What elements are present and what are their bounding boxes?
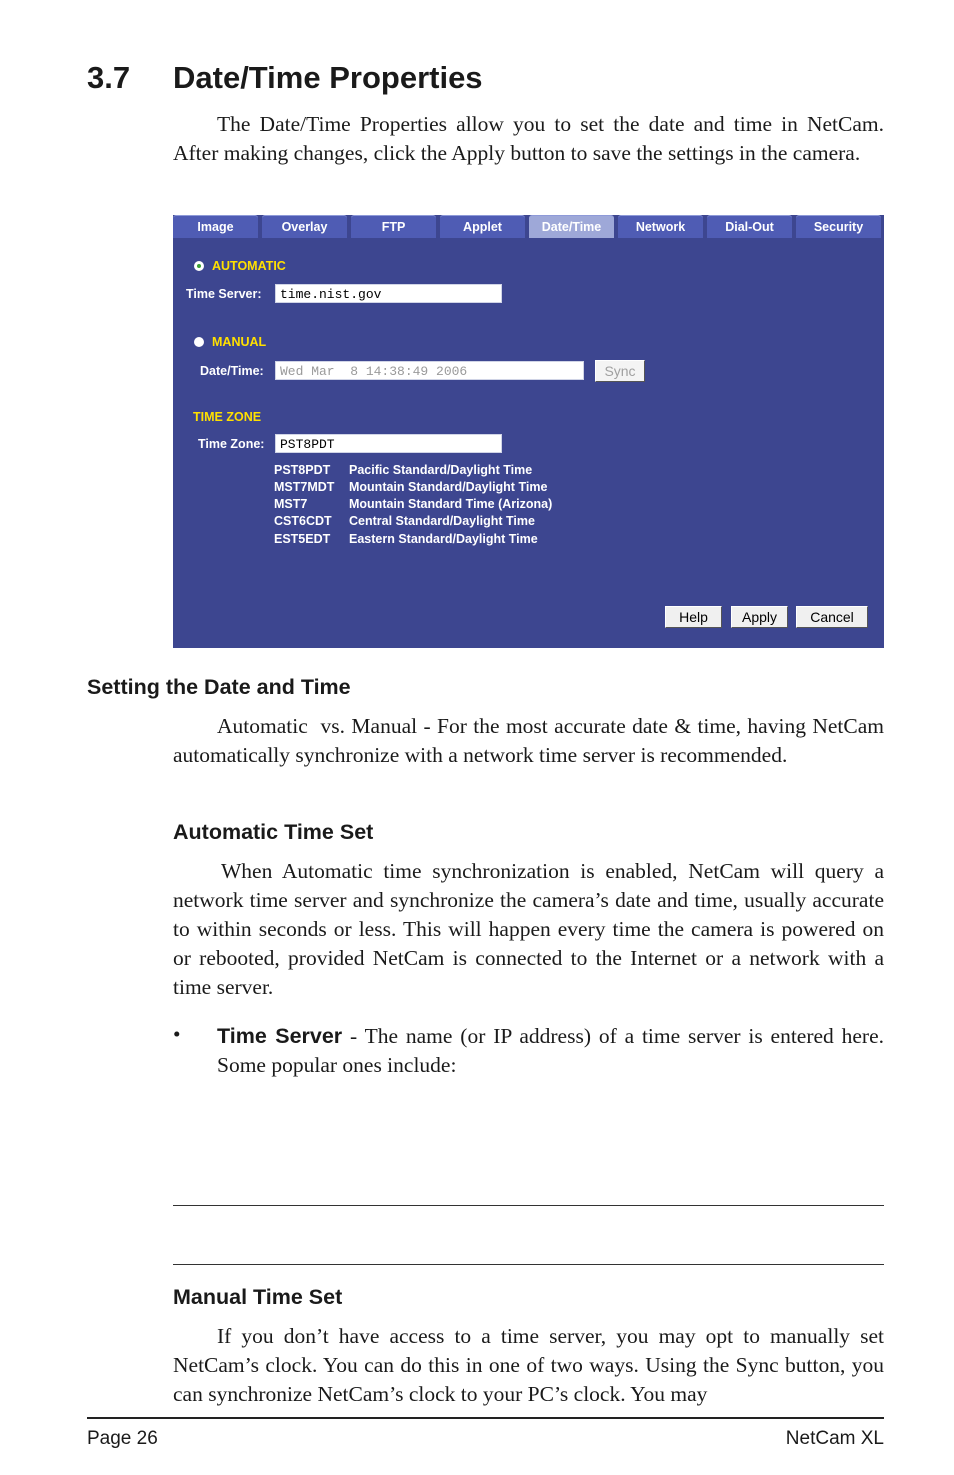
manual-label: MANUAL xyxy=(212,335,267,349)
time-server-input[interactable]: time.nist.gov xyxy=(275,284,502,303)
tab-overlay[interactable]: Overlay xyxy=(262,215,347,238)
datetime-input[interactable]: Wed Mar 8 14:38:49 2006 xyxy=(275,361,584,380)
manual-time-set-paragraph: If you don’t have access to a time server, you may opt to manually set NetCam’s clock. You can do this in one of two ways. Using the Sync button, you can synchronize NetCam’s clock to your PC’s clock. You may xyxy=(173,1324,884,1406)
timezone-label: Time Zone: xyxy=(198,437,265,451)
time-server-label: Time Server: xyxy=(186,287,262,301)
zone-code: MST7 xyxy=(274,497,308,511)
automatic-time-set-heading: Automatic Time Set xyxy=(173,820,374,844)
bullet-term: Time Server xyxy=(217,1024,343,1048)
automatic-label: AUTOMATIC xyxy=(212,259,286,273)
setting-date-time-paragraph: Automatic vs. Manual - For the most accurate date & time, having NetCam automatically synchronize with a network time server is recommended. xyxy=(173,714,890,767)
time-server-bullet xyxy=(217,1022,884,1080)
tab-dial-out[interactable]: Dial-Out xyxy=(707,215,792,238)
tab-ftp[interactable]: FTP xyxy=(351,215,436,238)
manual-time-set-heading: Manual Time Set xyxy=(173,1285,343,1309)
apply-button[interactable]: Apply xyxy=(731,606,788,628)
divider xyxy=(173,1205,884,1206)
automatic-time-set-paragraph: When Automatic time synchronization is enabled, NetCam will query a network time server and synchronize the camera’s date and time, usually accurate to within seconds or less. This will happen every time the camera is powered on or rebooted, provided NetCam is connected to the Internet or a network with a time server. xyxy=(173,859,884,999)
tab-image[interactable]: Image xyxy=(173,215,258,238)
setting-date-time-heading: Setting the Date and Time xyxy=(87,675,351,699)
bullet-symbol: • xyxy=(173,1022,181,1046)
footer-rule xyxy=(87,1417,884,1419)
datetime-label: Date/Time: xyxy=(200,364,264,378)
zone-code: EST5EDT xyxy=(274,532,331,546)
cancel-button[interactable]: Cancel xyxy=(796,606,868,628)
divider xyxy=(173,1264,884,1265)
page-number: Page 26 xyxy=(87,1428,158,1449)
bullet-text: - The name (or IP address) of a time server is entered here. Some popular ones include: xyxy=(217,1024,884,1077)
help-button[interactable]: Help xyxy=(665,606,722,628)
zone-name: Central Standard/Daylight Time xyxy=(349,514,535,528)
tab-security[interactable]: Security xyxy=(796,215,881,238)
netcam-settings-screenshot xyxy=(173,215,884,648)
zone-name: Mountain Standard Time (Arizona) xyxy=(349,497,553,511)
zone-code: MST7MDT xyxy=(274,480,335,494)
section-heading xyxy=(87,60,483,96)
automatic-radio[interactable] xyxy=(194,261,204,271)
zone-code: PST8PDT xyxy=(274,463,331,477)
zone-name: Mountain Standard/Daylight Time xyxy=(349,480,548,494)
sync-button[interactable]: Sync xyxy=(595,360,645,382)
tab-date-time[interactable]: Date/Time xyxy=(529,215,614,238)
timezone-input[interactable]: PST8PDT xyxy=(275,434,502,453)
zone-code: CST6CDT xyxy=(274,514,332,528)
zone-name: Pacific Standard/Daylight Time xyxy=(349,463,533,477)
section-number: 3.7 xyxy=(87,60,131,95)
section-title: Date/Time Properties xyxy=(173,60,483,95)
tab-bar xyxy=(173,215,884,239)
manual-radio[interactable] xyxy=(194,337,204,347)
zone-name: Eastern Standard/Daylight Time xyxy=(349,532,538,546)
timezone-heading: TIME ZONE xyxy=(193,410,262,424)
tab-network[interactable]: Network xyxy=(618,215,703,238)
intro-paragraph: The Date/Time Properties allow you to set the date and time in NetCam. After making changes, click the Apply button to save the settings in the camera. xyxy=(173,112,884,165)
product-name: NetCam XL xyxy=(785,1428,884,1449)
tab-applet[interactable]: Applet xyxy=(440,215,525,238)
